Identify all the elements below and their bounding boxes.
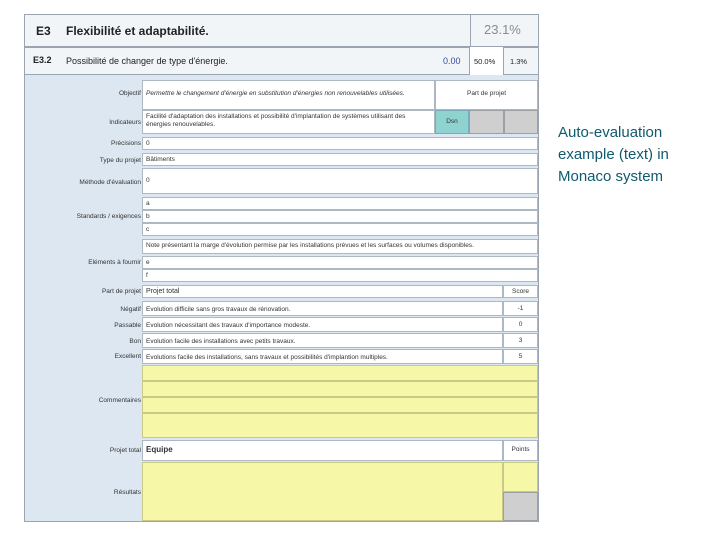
indicateurs-text: Facilité d'adaptation des installations et possibilité d'implantation de systèmes utilisant des énergies renouvelables. (142, 110, 435, 134)
standard-c-field[interactable]: c (142, 223, 538, 236)
label-methode: Méthode d'évaluation (79, 179, 141, 186)
passable-score: 0 (503, 317, 538, 332)
commentaire-line-3[interactable] (142, 397, 538, 413)
bon-text: Evolution facile des installations avec petits travaux. (142, 333, 503, 348)
methode-field[interactable]: 0 (142, 168, 538, 194)
element-e-field[interactable]: e (142, 256, 538, 269)
negatif-text: Evolution difficile sans gros travaux de rénovation. (142, 301, 503, 316)
commentaire-line-2[interactable] (142, 381, 538, 397)
score-header: Score (503, 285, 538, 298)
label-objectif: Objectif (118, 90, 141, 97)
standard-b-field[interactable]: b (142, 210, 538, 223)
points-grey-cell (503, 492, 538, 521)
indicateurs-code: Dsn (435, 110, 469, 134)
label-passable: Passable (114, 322, 141, 329)
indicateurs-grey-cell (469, 110, 504, 134)
part-de-projet-header: Part de projet (435, 80, 538, 110)
section-percent: 23.1% (484, 22, 521, 37)
label-bon: Bon (129, 338, 141, 345)
side-caption: Auto-evaluation example (text) in Monaco system (558, 124, 669, 185)
subsection-title: Possibilité de changer de type d'énergie. (66, 56, 228, 66)
subsection-code: E3.2 (33, 55, 52, 65)
indicateurs-grey-cell (504, 110, 538, 134)
negatif-score: -1 (503, 301, 538, 316)
label-resultats: Résultats (113, 489, 141, 496)
team-label: Equipe (142, 440, 503, 461)
label-negatif: Négatif (120, 306, 141, 313)
precisions-field[interactable]: 0 (142, 137, 538, 150)
label-standards: Standards / exigences (76, 213, 141, 220)
section-code: E3 (36, 24, 51, 38)
subsection-weight: 50.0% (474, 57, 496, 66)
commentaire-line-4[interactable] (142, 413, 538, 438)
label-excellent: Excellent (114, 353, 141, 360)
label-projet-total: Projet total (109, 447, 141, 454)
section-title: Flexibilité et adaptabilité. (66, 24, 209, 38)
note-text: Note présentant la marge d'évolution permise par les installations prévues et les surfaces ou volumes disponibles. (142, 239, 538, 254)
points-field[interactable] (503, 462, 538, 492)
commentaire-line-1[interactable] (142, 365, 538, 381)
label-elements: Eléments à fournir (88, 259, 141, 266)
standard-a-field[interactable]: a (142, 197, 538, 210)
bon-score: 3 (503, 333, 538, 348)
label-type-projet: Type du projet (99, 157, 141, 164)
points-header: Points (503, 440, 538, 461)
passable-text: Evolution nécessitant des travaux d'importance modeste. (142, 317, 503, 332)
excellent-text: Evolutions facile des installations, sans travaux et possibilités d'implantion multiples. (142, 349, 503, 364)
scoring-header-label: Projet total (142, 285, 503, 298)
label-indicateurs: Indicateurs (109, 119, 141, 126)
excellent-score: 5 (503, 349, 538, 364)
resultats-field[interactable] (142, 462, 503, 521)
objectif-text: Permettre le changement d'énergie en substitution d'énergies non renouvelables utilisées. (142, 80, 435, 110)
element-f-field[interactable]: f (142, 269, 538, 282)
label-part-projet: Part de projet (101, 288, 141, 295)
type-projet-field[interactable]: Bâtiments (142, 153, 538, 166)
subsection-score: 0.00 (443, 56, 461, 66)
label-precisions: Précisions (111, 140, 141, 147)
subsection-share: 1.3% (510, 57, 528, 66)
label-commentaires: Commentaires (98, 397, 141, 404)
